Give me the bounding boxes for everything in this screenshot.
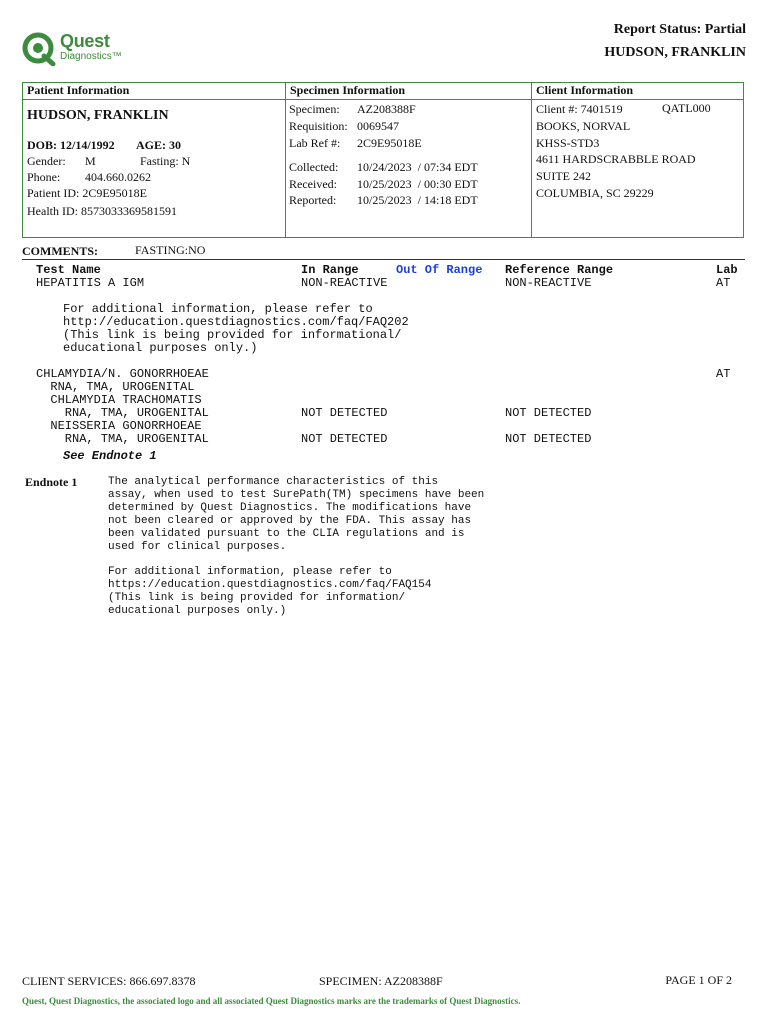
labref-label: Lab Ref #:	[289, 136, 341, 150]
ng-in-range: NOT DETECTED	[301, 432, 388, 446]
hep-in-range: NON-REACTIVE	[301, 276, 388, 290]
see-endnote-link: See Endnote 1	[63, 449, 157, 463]
chl-lab: AT	[716, 367, 731, 381]
client-number: Client #: 7401519	[536, 102, 623, 116]
quest-logo-icon	[22, 30, 56, 66]
reported-value: 10/25/2023 / 14:18 EDT	[357, 193, 478, 207]
patient-id-line: Patient ID: 2C9E95018E	[27, 186, 147, 200]
client-line-1: BOOKS, NORVAL	[536, 119, 631, 133]
logo-subtitle: Diagnostics™	[60, 51, 122, 62]
specimen-info-section	[285, 83, 532, 237]
ng-test-name: NEISSERIA GONORRHOEAE	[36, 419, 202, 433]
client-code: QATL000	[662, 101, 711, 115]
client-info-title: Client Information	[532, 83, 743, 100]
comments-label: COMMENTS:	[22, 244, 98, 258]
requisition-value: 0069547	[357, 119, 399, 133]
received-value: 10/25/2023 / 00:30 EDT	[357, 177, 478, 191]
info-box	[22, 82, 744, 238]
logo-wordmark: Quest	[60, 31, 110, 51]
header-patient-name: HUDSON, FRANKLIN	[604, 45, 746, 60]
dob-line: DOB: 12/14/1992	[27, 138, 115, 152]
ct-reference: NOT DETECTED	[505, 406, 592, 420]
fasting-line: Fasting: N	[140, 154, 191, 168]
col-test-name: Test Name	[36, 263, 101, 277]
specimen-value: AZ208388F	[357, 102, 416, 116]
col-lab: Lab	[716, 263, 738, 277]
footer-trademark: Quest, Quest Diagnostics, the associated logo and all associated Quest Diagnostics marks are the trademarks of Quest Diagnostics.	[22, 996, 521, 1006]
comments-value: FASTING:NO	[135, 243, 206, 257]
reported-label: Reported:	[289, 193, 337, 207]
col-out-of-range: Out Of Range	[396, 263, 483, 277]
gender-value: M	[85, 154, 96, 168]
gender-label: Gender:	[27, 154, 66, 168]
ct-in-range: NOT DETECTED	[301, 406, 388, 420]
fasting-value: N	[181, 154, 191, 168]
labref-value: 2C9E95018E	[357, 136, 422, 150]
hep-reference: NON-REACTIVE	[505, 276, 592, 290]
results-divider	[22, 259, 745, 260]
age-line: AGE: 30	[136, 138, 181, 152]
footer-specimen: SPECIMEN: AZ208388F	[319, 974, 443, 988]
client-line-4: SUITE 242	[536, 169, 591, 183]
ng-sub: RNA, TMA, UROGENITAL	[36, 432, 209, 446]
age-value: 30	[169, 138, 181, 152]
endnote-label: Endnote 1	[25, 475, 78, 489]
report-status: Report Status: Partial	[613, 22, 746, 37]
collected-value: 10/24/2023 / 07:34 EDT	[357, 160, 478, 174]
client-info-section	[531, 83, 743, 237]
col-in-range: In Range	[301, 263, 359, 277]
phone-label: Phone:	[27, 170, 61, 184]
hep-lab: AT	[716, 276, 731, 290]
endnote-info-note: For additional information, please refer to https://education.questdiagnostics.com/faq/FAQ154 (This link is being provided for information/ educational purposes only.)	[108, 566, 432, 617]
patient-id-value: 2C9E95018E	[82, 186, 147, 200]
ct-test-name: CHLAMYDIA TRACHOMATIS	[36, 393, 202, 407]
ng-reference: NOT DETECTED	[505, 432, 592, 446]
health-id-line: Health ID: 8573033369581591	[27, 204, 177, 218]
quest-logo	[22, 28, 132, 68]
specimen-info-title: Specimen Information	[286, 83, 532, 100]
specimen-label: Specimen:	[289, 102, 340, 116]
health-id-value: 8573033369581591	[80, 204, 177, 218]
endnote-text: The analytical performance characteristics of this assay, when used to test SurePath(TM) specimens have been determined by Quest Diagnostics. The modifications have not been cleared or approved by the FDA. This assay has been validated pursuant to the CLIA regulations and is used for clinical purposes.	[108, 476, 485, 553]
patient-name: HUDSON, FRANKLIN	[27, 108, 169, 123]
footer-page-number: PAGE 1 OF 2	[665, 973, 732, 987]
requisition-label: Requisition:	[289, 119, 348, 133]
client-line-2: KHSS-STD3	[536, 136, 600, 150]
footer-client-services: CLIENT SERVICES: 866.697.8378	[22, 974, 196, 988]
received-label: Received:	[289, 177, 337, 191]
hep-info-note: For additional information, please refer to http://education.questdiagnostics.com/faq/FAQ202 (This link is being provided for informational/ educational purposes only.)	[63, 302, 409, 355]
col-reference-range: Reference Range	[505, 263, 614, 277]
hep-test-name: HEPATITIS A IGM	[36, 276, 145, 290]
ct-sub: RNA, TMA, UROGENITAL	[36, 406, 209, 420]
patient-info-title: Patient Information	[23, 83, 285, 100]
chl-test-name: CHLAMYDIA/N. GONORRHOEAE	[36, 367, 209, 381]
client-line-5: COLUMBIA, SC 29229	[536, 186, 654, 200]
dob-value: 12/14/1992	[60, 138, 115, 152]
client-line-3: 4611 HARDSCRABBLE ROAD	[536, 152, 696, 166]
chl-sub: RNA, TMA, UROGENITAL	[36, 380, 195, 394]
collected-label: Collected:	[289, 160, 339, 174]
phone-value: 404.660.0262	[85, 170, 151, 184]
patient-info-section	[23, 83, 285, 237]
